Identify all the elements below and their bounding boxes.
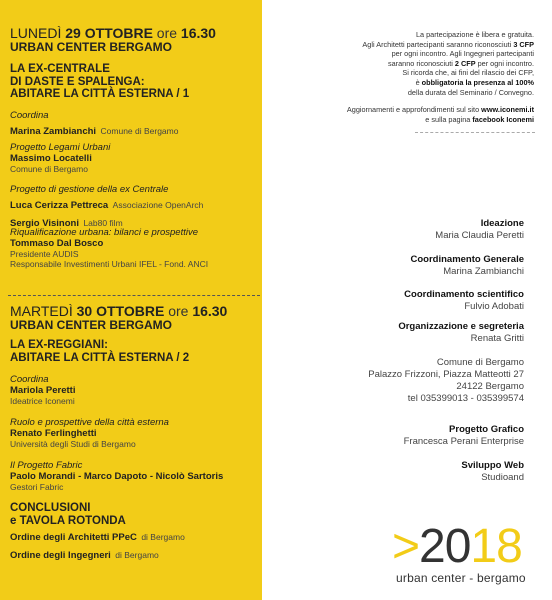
address-block xyxy=(368,357,524,405)
program-panel xyxy=(0,0,262,600)
participation-info xyxy=(362,30,534,97)
day2-ruolo-role: Ruolo e prospettive della città esterna xyxy=(10,417,169,428)
info-line7: della durata del Seminario / Convegno. xyxy=(407,87,534,97)
day2-time: 16.30 xyxy=(192,303,228,319)
day1-gestione-aff1: Associazione OpenArch xyxy=(112,200,204,210)
day1-gestione-role: Progetto di gestione della ex Centrale xyxy=(10,184,169,195)
day1-title-line2: DI DASTE E SPALENGA: xyxy=(10,75,145,88)
info-cfp-ingegneri: 2 CFP xyxy=(454,58,476,68)
day1-coordina-name: Marina Zambianchi xyxy=(10,126,97,137)
logo-year-b: 18 xyxy=(470,520,522,573)
day1-datetime xyxy=(10,26,260,41)
conclusioni-title: CONCLUSIONI xyxy=(10,502,91,514)
facebook-link[interactable]: facebook Iconemi xyxy=(472,114,534,124)
logo-arrow: > xyxy=(392,520,420,573)
info-line4a: saranno riconosciuti xyxy=(387,58,453,68)
day2-fabric-aff: Gestori Fabric xyxy=(10,482,64,492)
address-line3: 24122 Bergamo xyxy=(456,381,524,392)
logo-year-a: 20 xyxy=(419,520,471,573)
day1-gestione-aff2: Lab80 film xyxy=(83,218,123,228)
grafico-title: Progetto Grafico xyxy=(449,424,524,435)
logo-year xyxy=(392,520,542,573)
day1-dayname: LUNEDÌ xyxy=(10,25,62,41)
day2-dayname: MARTEDÌ xyxy=(10,303,73,319)
organizzazione-title: Organizzazione e segreteria xyxy=(398,321,524,332)
info-line6a: è xyxy=(415,77,420,87)
day1-coordina-aff: Comune di Bergamo xyxy=(100,126,179,136)
day2-fabric xyxy=(10,460,260,492)
day1-time: 16.30 xyxy=(180,25,216,41)
day-divider xyxy=(8,295,260,296)
web-title: Sviluppo Web xyxy=(461,460,524,471)
info-line4c: per ogni incontro. xyxy=(477,58,534,68)
ideazione-value: Maria Claudia Peretti xyxy=(435,230,524,241)
day2-ruolo xyxy=(10,417,260,449)
day1-header xyxy=(10,26,260,54)
day1-riqual-aff1: Presidente AUDIS xyxy=(10,249,79,259)
address-phone: tel 035399013 - 035399574 xyxy=(407,393,524,404)
organizzazione-value: Renata Gritti xyxy=(470,333,524,344)
day1-riqual-role: Riqualificazione urbana: bilanci e prospettive xyxy=(10,227,199,238)
day1-legami-role: Progetto Legami Urbani xyxy=(10,142,111,153)
ordine-ingegneri-name: Ordine degli Ingegneri xyxy=(10,550,111,561)
info-line1: La partecipazione è libera e gratuita. xyxy=(415,30,534,39)
day1-riqualificazione xyxy=(10,227,260,269)
day1-legami xyxy=(10,142,260,174)
logo-subtitle: urban center - bergamo xyxy=(396,571,526,585)
ideazione-title: Ideazione xyxy=(480,218,524,229)
day2-header xyxy=(10,304,260,332)
day1-title-line3: ABITARE LA CITTÀ ESTERNA / 1 xyxy=(10,88,190,100)
day1-coordina-role: Coordina xyxy=(10,110,49,121)
coord-scientifico-title: Coordinamento scientifico xyxy=(404,289,524,300)
info-presenza: obbligatoria la presenza al 100% xyxy=(421,77,534,87)
credit-ideazione xyxy=(435,218,524,242)
day2-coordina-name: Mariola Peretti xyxy=(10,385,76,396)
website-link[interactable]: www.iconemi.it xyxy=(481,105,534,114)
day1-title-line1: LA EX-CENTRALE xyxy=(10,63,110,75)
urban-center-logo xyxy=(392,520,542,585)
address-line1: Comune di Bergamo xyxy=(436,357,524,368)
coord-generale-title: Coordinamento Generale xyxy=(410,254,524,265)
day1-venue: URBAN CENTER BERGAMO xyxy=(10,40,172,54)
day1-gestione xyxy=(10,184,260,231)
day1-legami-aff: Comune di Bergamo xyxy=(10,164,88,174)
credit-web xyxy=(461,460,524,484)
tavola-rotonda-title: e TAVOLA ROTONDA xyxy=(10,514,126,527)
grafico-value: Francesca Perani Enterprise xyxy=(403,436,524,447)
day1-gestione-name2: Sergio Visinoni xyxy=(10,218,79,229)
ordine-architetti-aff: di Bergamo xyxy=(141,532,185,542)
day2-ore: ore xyxy=(168,303,189,319)
day2-conclusioni xyxy=(10,502,260,563)
day1-riqual-aff2: Responsabile Investimenti Urbani IFEL - Fond. ANCI xyxy=(10,259,209,269)
day2-fabric-role: Il Progetto Fabric xyxy=(10,460,83,471)
day1-coordina xyxy=(10,110,260,139)
day2-venue: URBAN CENTER BERGAMO xyxy=(10,318,172,332)
day1-gestione-name1: Luca Cerizza Pettreca xyxy=(10,200,109,211)
info-line3: per ogni incontro. Agli Ingegneri partecipanti xyxy=(391,49,534,59)
info-cfp-architetti: 3 CFP xyxy=(513,39,534,49)
ordine-architetti-name: Ordine degli Architetti PPeC xyxy=(10,532,137,543)
day2-coordina xyxy=(10,374,260,406)
day2-ruolo-aff: Università degli Studi di Bergamo xyxy=(10,439,136,449)
day2-datetime xyxy=(10,304,260,319)
day2-coordina-aff: Ideatrice Iconemi xyxy=(10,396,75,406)
address-line2: Palazzo Frizzoni, Piazza Matteotti 27 xyxy=(368,369,524,380)
day2-ruolo-name: Renato Ferlinghetti xyxy=(10,428,97,439)
credit-organizzazione xyxy=(398,321,524,345)
updates-info xyxy=(347,105,534,124)
day1-legami-name: Massimo Locatelli xyxy=(10,153,92,164)
credit-grafico xyxy=(404,424,524,448)
updates-line2: e sulla pagina xyxy=(425,114,471,124)
day1-riqual-name: Tommaso Dal Bosco xyxy=(10,238,104,249)
ordine-ingegneri-aff: di Bergamo xyxy=(115,550,159,560)
day2-title-line2: ABITARE LA CITTÀ ESTERNA / 2 xyxy=(10,351,190,364)
web-value: Studioand xyxy=(481,472,524,483)
coord-generale-value: Marina Zambianchi xyxy=(443,266,524,277)
coord-scientifico-value: Fulvio Adobati xyxy=(464,301,524,312)
info-line5: Si ricorda che, ai fini del rilascio dei CFP, xyxy=(402,68,534,78)
credit-coord-scientifico xyxy=(404,289,524,313)
credit-coord-generale xyxy=(411,254,525,278)
info-line2a: Agli Architetti partecipanti saranno riconosciuti xyxy=(362,39,512,49)
updates-line1: Aggiornamenti e approfondimenti sul sito xyxy=(346,105,480,114)
day2-title-line1: LA EX-REGGIANI: xyxy=(10,339,108,351)
day2-fabric-name: Paolo Morandi - Marco Dapoto - Nicolò Sartoris xyxy=(10,471,224,482)
day1-ore: ore xyxy=(156,25,178,41)
day2-coordina-role: Coordina xyxy=(10,374,49,385)
right-divider xyxy=(415,132,535,133)
day2-date: 30 OTTOBRE xyxy=(76,303,165,319)
day1-title xyxy=(10,63,260,101)
day2-title xyxy=(10,339,260,364)
day1-date: 29 OTTOBRE xyxy=(65,25,153,41)
